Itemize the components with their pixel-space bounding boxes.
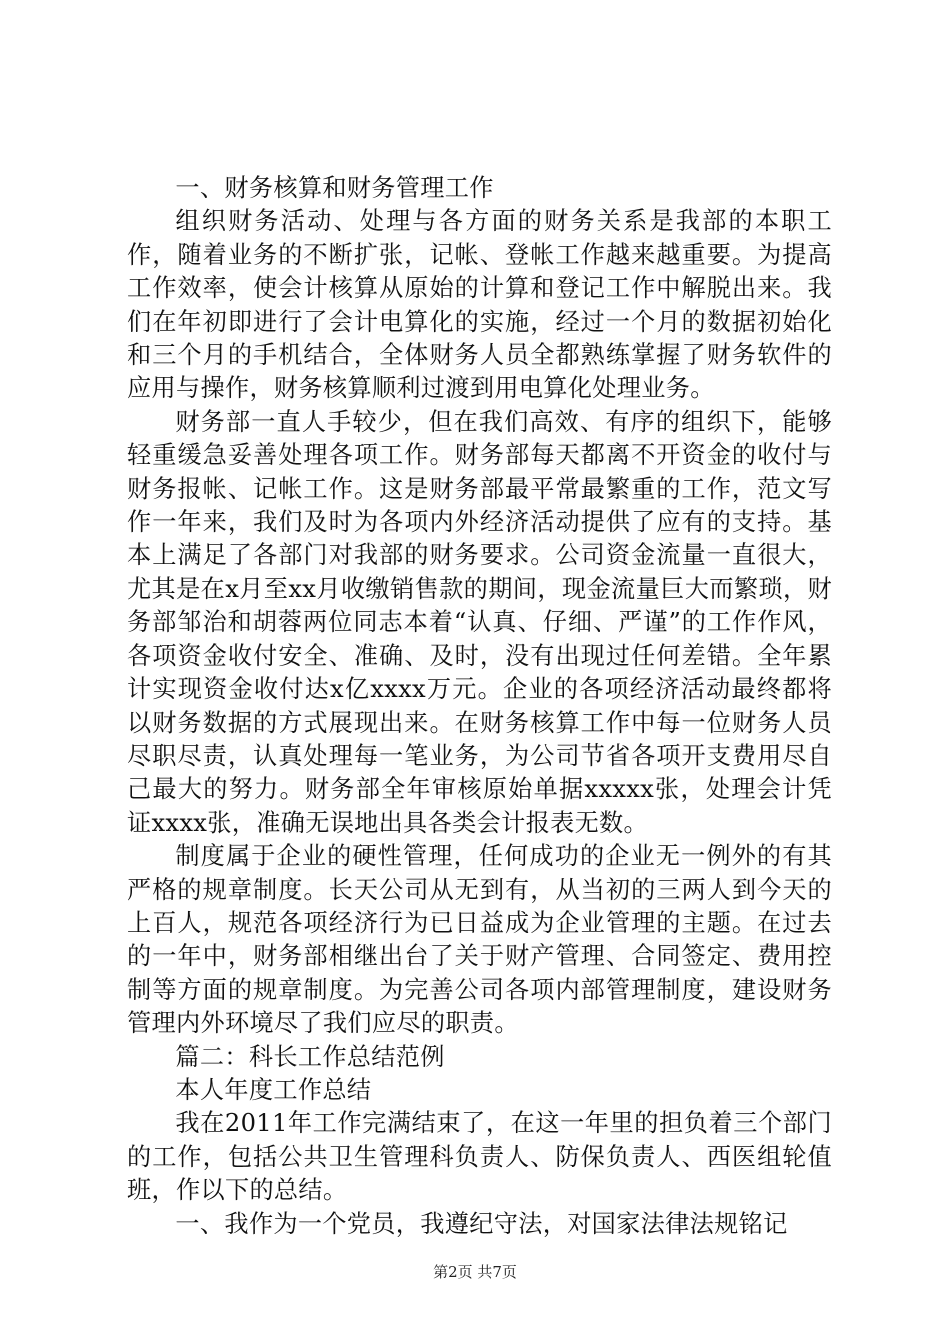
annual-summary-title: 本人年度工作总结 xyxy=(175,1075,372,1104)
paragraph-summary-intro: 我在2011年工作完满结束了，在这一年里的担负着三个部门的工作，包括公共卫生管理科负责人、防保负责人、西医组轮值班，作以下的总结。 xyxy=(127,1109,832,1205)
paragraph-finance-staffing: 财务部一直人手较少，但在我们高效、有序的组织下，能够轻重缓急妥善处理各项工作。财务部每天都离不开资金的收付与财务报帐、记帐工作。这是财务部最平常最繁重的工作，范文写作一年来，我们及时为各项内外经济活动提供了应有的支持。基本上满足了各部门对我部的财务要求。公司资金流量一直很大，尤其是在x月至xx月收缴销售款的期间，现金流量巨大而繁琐，财务部邹治和胡蓉两位同志本着“认真、仔细、严谨”的工作作风，各项资金收付安全、准确、及时，没有出现过任何差错。全年累计实现资金收付达x亿xxxx万元。企业的各项经济活动最终都将以财务数据的方式展现出来。在财务核算工作中每一位财务人员尽职尽责，认真处理每一笔业务，为公司节省各项开支费用尽自己最大的努力。财务部全年审核原始单据xxxxx张，处理会计凭证xxxx张，准确无误地出具各类会计报表无数。 xyxy=(127,407,832,837)
paragraph-party-member: 一、我作为一个党员，我遵纪守法，对国家法律法规铭记 xyxy=(175,1209,788,1238)
page-footer xyxy=(0,1262,950,1282)
section-heading-finance: 一、财务核算和财务管理工作 xyxy=(175,174,494,202)
document-body xyxy=(127,172,832,1241)
page-number-label: 第2页 共7页 xyxy=(433,1263,517,1281)
paragraph-finance-regulations: 制度属于企业的硬性管理，任何成功的企业无一例外的有其严格的规章制度。长天公司从无到有，从当初的三两人到今天的上百人，规范各项经济行为已日益成为企业管理的主题。在过去的一年中，财务部相继出台了关于财产管理、合同签定、费用控制等方面的规章制度。为完善公司各项内部管理制度，建设财务管理内外环境尽了我们应尽的职责。 xyxy=(127,842,832,1038)
article-two-title: 篇二：科长工作总结范例 xyxy=(175,1042,445,1071)
paragraph-finance-accounting: 组织财务活动、处理与各方面的财务关系是我部的本职工作，随着业务的不断扩张，记帐、登帐工作越来越重要。为提高工作效率，使会计核算从原始的计算和登记工作中解脱出来。我们在年初即进行了会计电算化的实施，经过一个月的数据初始化和三个月的手机结合，全体财务人员全都熟练掌握了财务软件的应用与操作，财务核算顺利过渡到用电算化处理业务。 xyxy=(127,207,832,403)
